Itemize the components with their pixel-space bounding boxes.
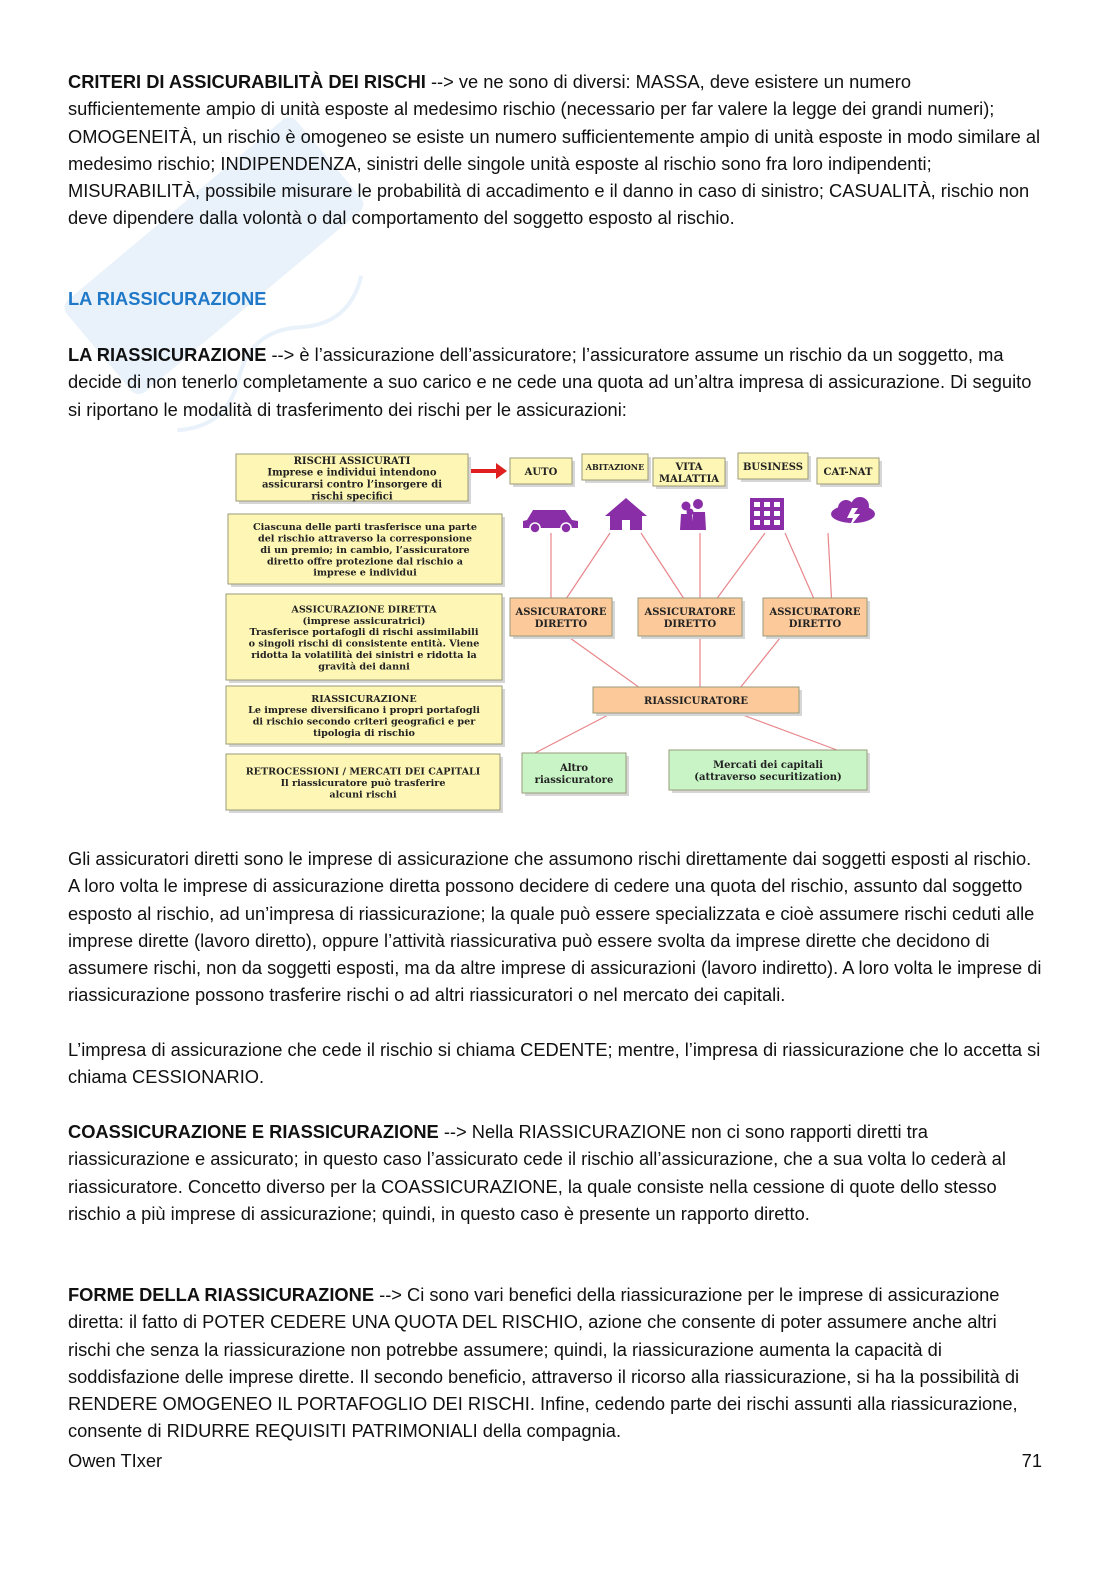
outlet-box-0-line: Altro: [559, 763, 589, 775]
connector-line: [828, 533, 832, 608]
direct-insurer-box-1-line: DIRETTO: [663, 619, 717, 630]
left-box-1-line: diretto offre protezione dal rischio a: [267, 556, 463, 568]
risk-transfer-diagram: [220, 448, 894, 816]
left-box-4: [226, 754, 503, 813]
left-box-2-line: Trasferisce portafogli di rischi assimilabili: [249, 627, 479, 639]
outlet-box-1-line: (attraverso securitization): [694, 772, 842, 783]
direct-insurer-box-1-line: ASSICURATORE: [644, 607, 736, 619]
forme-body: --> Ci sono vari benefici della riassicurazione per le imprese di assicurazione diretta: il fatto di POTER CEDERE UNA QUOTA DEL RISCHIO, azione che consente di poter assumere anche altri rischi che senza la riassicurazione non potrebbe assumere; quindi, la riassicurazione aumenta la capacità di soddisfazione delle imprese dirette. Il secondo beneficio, attraverso il ricorso alla riassicurazione, si ha la possibilità di RENDERE OMOGENEO IL PORTAFOGLIO DEI RISCHI. Infine, cedendo parte dei rischi assunti alla riassicurazione, consente di RIDURRE REQUISITI PATRIMONIALI della compagnia.: [68, 1284, 1020, 1442]
car-icon: [523, 510, 578, 533]
arrow-right-icon: [467, 463, 507, 479]
coassicurazione-title: COASSICURAZIONE E RIASSICURAZIONE: [68, 1121, 439, 1142]
riassicurazione-paragraph: [68, 341, 1043, 423]
connector-line: [740, 638, 780, 688]
left-box-3-line: Le imprese diversificano i propri portafogli: [248, 705, 480, 717]
category-box-0-line: AUTO: [524, 467, 558, 479]
footer-author: Owen TIxer: [68, 1450, 163, 1471]
left-box-3: [226, 686, 505, 747]
riassicurazione-body: --> è l’assicurazione dell’assicuratore; l’assicuratore assume un rischio da un soggetto, ma decide di non tenerlo completamente a suo carico e ne cede una quota ad un’altra impresa di assicurazione. Di seguito si riportano le modalità di trasferimento dei rischi per le assicurazioni:: [68, 344, 1032, 420]
outlet-box-0-line: riassicuratore: [534, 775, 614, 786]
family-icon: [680, 499, 706, 530]
left-box-1-line: imprese e individui: [313, 567, 417, 579]
diagram-categories: [510, 453, 882, 489]
direct-insurer-box-2-line: ASSICURATORE: [769, 607, 861, 619]
building-icon: [750, 498, 784, 530]
direct-insurer-box-0: [510, 598, 615, 639]
connector-line: [560, 533, 610, 608]
category-box-4: [817, 458, 882, 487]
outlet-box-1-line: Mercati dei capitali: [713, 760, 823, 772]
left-box-4-line: Il riassicuratore può trasferire: [280, 777, 446, 789]
left-box-3-line: di rischio secondo criteri geografici e per: [252, 716, 476, 728]
coassicurazione-paragraph: [68, 1118, 1043, 1227]
left-box-0-line: RISCHI ASSICURATI: [293, 455, 411, 467]
reinsurer-label: RIASSICURATORE: [644, 696, 748, 707]
left-box-1-line: di un premio; in cambio, l’assicuratore: [260, 544, 470, 556]
page-number: 71: [1021, 1450, 1042, 1471]
direct-insurer-box-1: [638, 598, 745, 639]
category-box-2: [653, 458, 728, 489]
diagram-left-column: [226, 454, 505, 813]
left-box-1: [228, 514, 505, 587]
category-box-1: [582, 454, 651, 483]
left-box-0-line: Imprese e individui intendono: [267, 467, 437, 479]
left-box-2-line: ridotta la volatilità dei sinistri e ridotta la: [251, 650, 477, 661]
criteri-paragraph: [68, 68, 1043, 232]
connector-line: [535, 714, 610, 753]
forme-title: FORME DELLA RIASSICURAZIONE: [68, 1284, 375, 1305]
outlet-box-0: [522, 753, 629, 796]
left-box-0-line: rischi specifici: [311, 491, 393, 503]
direct-insurer-box-0-line: DIRETTO: [534, 619, 588, 630]
cedente-cessionario-paragraph: L’impresa di assicurazione che cede il rischio si chiama CEDENTE; mentre, l’impresa di riassicurazione che lo accetta si chiama CESSIONARIO.: [68, 1039, 1041, 1088]
left-box-2-line: ASSICURAZIONE DIRETTA: [291, 604, 437, 616]
category-box-2-line: MALATTIA: [658, 474, 720, 485]
left-box-4-line: alcuni rischi: [329, 789, 397, 801]
house-icon: [605, 498, 647, 530]
assicuratori-diretti-paragraph: Gli assicuratori diretti sono le imprese di assicurazione che assumono rischi direttamente dai soggetti esposti al rischio. A loro volta le imprese di assicurazione diretta possono decidere di cedere una quota del rischio, assunto dal soggetto esposto al rischio, ad un’impresa di riassicurazione; la quale può essere specializzata e cioè assumere rischi ceduti alle imprese dirette (lavoro diretto), oppure l’attività riassicurativa può essere svolta da imprese dirette che decidono di assumere rischi, non da soggetti esposti, ma da altre imprese di assicurazioni (lavoro indiretto). A loro volta le imprese di riassicurazione possono trasferire rischi o ad altri riassicuratori o nel mercato dei capitali.: [68, 848, 1042, 1006]
connector-line: [785, 533, 818, 608]
diagram-icons: [523, 497, 875, 533]
connector-line: [570, 638, 640, 688]
criteri-title: CRITERI DI ASSICURABILITÀ DEI RISCHI: [68, 71, 426, 92]
direct-insurer-box-2-line: DIRETTO: [788, 619, 842, 630]
left-box-2: [226, 594, 505, 683]
storm-cloud-icon: [831, 497, 875, 528]
diagram-flow: [510, 598, 870, 796]
connector-line: [710, 533, 765, 608]
coassicurazione-body: --> Nella RIASSICURAZIONE non ci sono rapporti diretti tra riassicurazione e assicurato; in questo caso l’assicurato cede il rischio all’assicurazione, che a sua volta lo cederà al riassicuratore. Concetto diverso per la COASSICURAZIONE, la quale consiste nella cessione di quote dello stesso rischio a più imprese di assicurazione; quindi, in questo caso è presente un rapporto diretto.: [68, 1121, 1006, 1224]
category-box-4-line: CAT-NAT: [823, 467, 873, 479]
left-box-1-line: Ciascuna delle parti trasferisce una parte: [253, 522, 477, 534]
category-box-3-line: BUSINESS: [742, 462, 804, 474]
connector-line: [641, 533, 690, 608]
left-box-3-line: tipologia di rischio: [313, 728, 415, 739]
direct-insurer-box-0-line: ASSICURATORE: [515, 607, 607, 619]
left-box-2-line: gravità dei danni: [318, 661, 410, 673]
category-box-1-line: ABITAZIONE: [585, 462, 645, 473]
category-box-0: [510, 458, 575, 487]
category-box-3: [738, 453, 811, 482]
left-box-1-line: del rischio attraverso la corresponsione: [258, 533, 472, 545]
left-box-0: [236, 454, 471, 504]
outlet-box-1: [669, 750, 870, 793]
category-box-2-line: VITA: [675, 462, 703, 474]
left-box-3-line: RIASSICURAZIONE: [311, 693, 417, 705]
riassicurazione-title: LA RIASSICURAZIONE: [68, 344, 267, 365]
reinsurer-box: [593, 687, 802, 716]
left-box-2-line: (imprese assicuratrici): [302, 615, 426, 627]
criteri-body: --> ve ne sono di diversi: MASSA, deve esistere un numero sufficientemente ampio di unità esposte al medesimo rischio (necessario per far valere la legge dei grandi numeri); OMOGENEITÀ, un rischio è omogeneo se esiste un numero sufficientemente ampio di unità esposte in modo similare al medesimo rischio; INDIPENDENZA, sinistri delle singole unità esposte al rischio sono fra loro indipendenti; MISURABILITÀ, possibile misurare le probabilità di accadimento e il danno in caso di sinistro; CASUALITÀ, rischio non deve dipendere dalla volontà o dal comportamento del soggetto esposto al rischio.: [68, 71, 1041, 229]
direct-insurer-box-2: [763, 598, 870, 639]
left-box-0-line: assicurarsi contro l’insorgere di: [261, 479, 443, 491]
connector-line: [740, 714, 845, 753]
section-heading: LA RIASSICURAZIONE: [68, 288, 267, 309]
left-box-4-line: RETROCESSIONI / MERCATI DEI CAPITALI: [245, 766, 481, 778]
left-box-2-line: o singoli rischi di consistente entità. Viene: [248, 638, 480, 650]
forme-paragraph: [68, 1281, 1043, 1445]
